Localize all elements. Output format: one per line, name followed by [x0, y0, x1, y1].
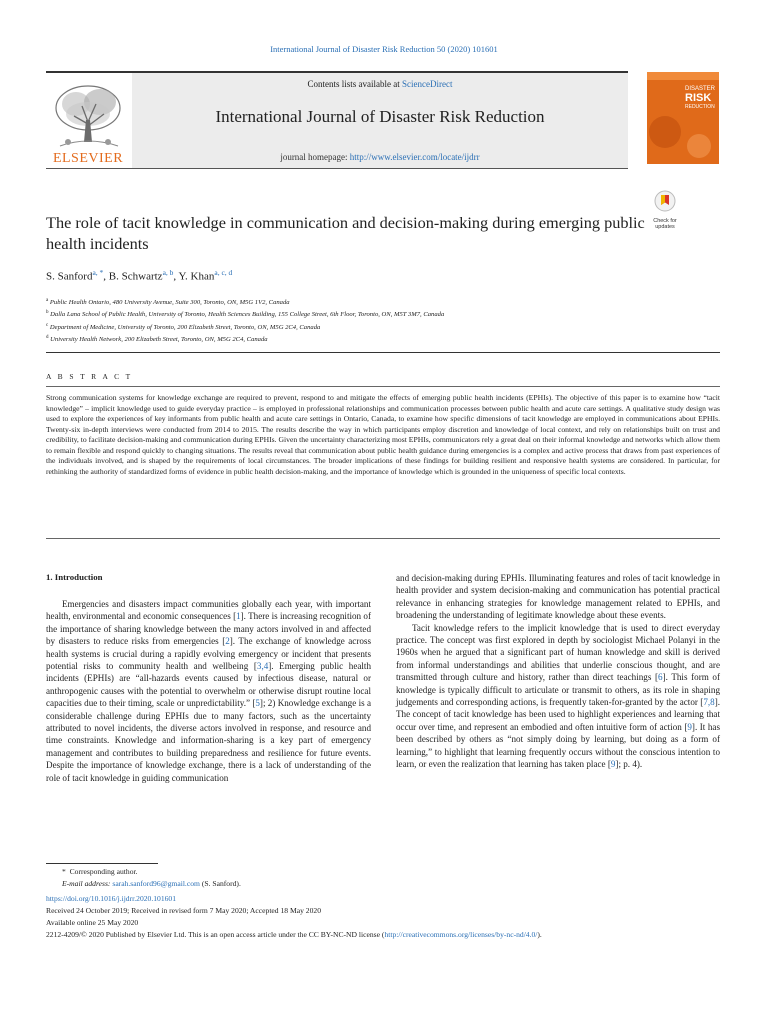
affiliation-text: Department of Medicine, University of Toronto, 200 Elizabeth Street, Toronto, ON, M5G 2C4, Canada [49, 323, 321, 331]
affiliation-text: Public Health Ontario, 480 University Avenue, Suite 300, Toronto, ON, M5G 1V2, Canada [49, 299, 290, 307]
email-link[interactable]: sarah.sanford96@gmail.com [112, 879, 200, 888]
cover-line-2: RISK [685, 92, 712, 104]
sciencedirect-link[interactable]: ScienceDirect [402, 79, 453, 89]
available-online: Available online 25 May 2020 [46, 918, 139, 927]
body-text: ]. Emerging public health incidents (EPHIs) are “all-hazards events caused by infectious disease, natural or anthropogenic causes with the potential to overwhelm or otherwise disrupt routine local capacities due to their timing, scale or unpredictability.” [ [46, 661, 371, 709]
abstract-text: Strong communication systems for knowledge exchange are required to prevent, respond to and mitigate the effects of emerging public health incidents (EPHIs). The objective of this paper is to examine how “tacit knowledge” – implicit knowledge used to guide everyday practice – is employed in professional relationships and communication processes between public health and acute care settings. A qualitative study design was used to explore the experiences of key informants from public health and acute care settings in Ontario, Canada, to examine how specific dimensions of tacit knowledge are employed in communications about EPHIs. Twenty-six in-depth interviews were conducted from 2014 to 2015. The results describe the way in which participants employ discretion and knowledge of local context, and rely on relationships built on trust and credibility, to facilitate decision-making and communication during EPHIs. Given the uncertainty characterizing most EPHIs, communicators rely a great deal on their informal knowledge and networks which allow them to remain flexible and respond quickly to changing situations. The results reveal that communication about public health guidance during emergencies is a complex and active process that draws from past experiences of the individuals involved, and is shaped by the requirements of local circumstances. The broader implications of these findings for building resilient and responsive health systems are considered. In particular, for rethinking the authority of standardized forms of evidence in public health decision-making, and the importance of knowledge which is grounded in the uniqueness of specific local contexts. [46, 393, 720, 476]
abstract-bottom-rule [46, 538, 720, 539]
author-name[interactable]: S. Sanford [46, 270, 93, 283]
intro-paragraph-2 [396, 622, 720, 771]
email-note [46, 878, 726, 890]
body-text: ]. The concept of tacit knowledge has been used to highlight experiences and learning that occur over time, and represent an embodied and often intuitive form of action [ [396, 697, 720, 732]
affiliation-text: Dalla Lana School of Public Health, University of Toronto, Health Sciences Building, 155 College Street, 6th Floor, Toronto, ON, M5T 3M7, Canada [50, 311, 445, 319]
journal-citation[interactable]: International Journal of Disaster Risk Reduction 50 (2020) 101601 [270, 44, 498, 54]
corresponding-author-text: Corresponding author. [69, 867, 138, 876]
author-list [46, 268, 646, 283]
body-text: ]; p. 4). [615, 759, 643, 770]
check-updates-icon [654, 190, 676, 212]
affiliation-mark: a [46, 298, 49, 303]
body-text: Tacit knowledge refers to the implicit knowledge that is used to direct everyday practice. The concept was first explored in depth by sociologist Michael Polanyi in the 1960s when he argued that a significant part of human knowledge and skill is derived from informal understandings and abilities that underlie conscious thought, and are transmitted through culture and history, rather than direct teachings [ [396, 622, 720, 683]
affiliation-text: University Health Network, 200 Elizabeth Street, Toronto, ON, M5G 2C4, Canada [50, 336, 268, 344]
received-dates: Received 24 October 2019; Received in revised form 7 May 2020; Accepted 18 May 2020 [46, 906, 321, 915]
header-bottom-rule [46, 168, 628, 169]
check-updates-line-2: updates [655, 224, 675, 230]
body-column-left [46, 598, 371, 784]
affiliation-mark: b [46, 310, 49, 316]
affiliation-item [46, 321, 726, 333]
body-text: ]. The exchange of knowledge across health systems is crucial during a rapidly evolving emergency or incident that presents potential risks to community health and wellbeing [ [46, 636, 371, 672]
affiliation-item [46, 308, 726, 320]
footnote-rule [46, 863, 158, 864]
citation-link[interactable]: 6 [658, 672, 663, 683]
author-affiliation-marks[interactable]: a, c, d [214, 268, 233, 277]
citation-link[interactable]: 1 [236, 611, 241, 622]
affiliation-mark: d [46, 335, 49, 341]
cover-title [685, 86, 719, 110]
affiliation-item [46, 296, 726, 308]
footnotes [46, 866, 726, 941]
check-updates-line-1: Check for [653, 218, 677, 224]
body-text: Emergencies and disasters impact communities globally each year, with important health, environmental and economic consequences [ [46, 599, 371, 622]
abstract-heading: A B S T R A C T [46, 372, 133, 381]
license-line [46, 929, 726, 941]
body-text: ]. This form of knowledge is typically difficult to articulate or transmit to others, as its role in shaping judgements and corresponding actions, is frequently taken-for-granted by the actor [ [396, 672, 720, 708]
license-suffix: ). [537, 930, 542, 939]
journal-homepage [132, 152, 628, 162]
doi-line [46, 893, 726, 905]
intro-paragraph-1 [46, 598, 371, 784]
cover-line-1: DISASTER [685, 86, 716, 92]
email-suffix: (S. Sanford). [199, 879, 241, 888]
doi-link[interactable]: https://doi.org/10.1016/j.ijdrr.2020.101601 [46, 894, 177, 903]
body-text: ]. There is increasing recognition of the importance of sharing knowledge between the many actors involved in and affected by disasters to reduce risks from emergencies [ [46, 611, 371, 647]
homepage-prefix: journal homepage: [280, 152, 350, 162]
intro-paragraph-1-continued: and decision-making during EPHIs. Illuminating features and roles of tacit knowledge in health provider and system decision-making and communication has potential practical relevance in enhancing strategies for knowledge management related to EPHIs, and broadening the understanding of legitimate knowledge about these events. [396, 573, 720, 621]
body-text: ]. It has been described by others as “not simply doing by learning, but doing as a form of learning,” to highlight that learning frequently occurs without the conscious intention to learn, or even the realization that learning has taken place [ [396, 721, 720, 770]
check-updates-label [650, 218, 680, 230]
article-title: The role of tacit knowledge in communication and decision-making during emerging public health incidents [46, 213, 645, 253]
body-column-right [396, 572, 720, 771]
section-heading-introduction: 1. Introduction [46, 572, 103, 582]
license-prefix: 2212-4209/© 2020 Published by Elsevier Ltd. This is an open access article under the CC BY-NC-ND license ( [46, 930, 385, 939]
author-name[interactable]: B. Schwartz [108, 270, 163, 283]
citation-link[interactable]: 9 [687, 721, 692, 732]
author-affiliation-marks[interactable]: a, b [162, 268, 174, 277]
citation-link[interactable]: 3,4 [256, 661, 269, 672]
affiliation-item [46, 333, 726, 345]
citation-link[interactable]: 7,8 [703, 697, 715, 708]
abstract-heading-rule [46, 386, 720, 387]
affiliations [46, 296, 726, 346]
check-for-updates-button[interactable] [650, 190, 680, 230]
cover-line-3: REDUCTION [685, 104, 715, 110]
journal-title: International Journal of Disaster Risk Reduction [215, 107, 545, 126]
citation-link[interactable]: 2 [225, 636, 230, 647]
author-separator: , [103, 270, 109, 283]
author-separator: , [173, 270, 179, 283]
body-text: ]; 2) Knowledge exchange is a considerable challenge during EPHIs due to many factors, such as the uncertainty attributed to novel incidents, the diverse actors involved in response, and resource and time constraints. Knowledge and information-sharing is a key part of emergency management and contributes to building preparedness and resilience for future events. Despite the importance of knowledge exchange, there is a lack of understanding of the role of tacit knowledge in guiding communication [46, 698, 372, 783]
author-name[interactable]: Y. Khan [178, 270, 215, 283]
journal-cover-image[interactable] [647, 72, 719, 164]
citation-link[interactable]: 9 [610, 759, 616, 770]
author-affiliation-marks[interactable]: a, * [92, 268, 104, 277]
corresponding-author-note [46, 866, 726, 878]
contents-prefix: Contents lists available at [307, 79, 402, 89]
elsevier-wordmark: ELSEVIER [52, 151, 124, 166]
citation-link[interactable]: 5 [255, 698, 260, 709]
license-link[interactable]: http://creativecommons.org/licenses/by-nc-nd/4.0/ [384, 930, 538, 939]
footnote-mark: * [62, 867, 66, 876]
affiliation-mark: c [46, 322, 49, 328]
homepage-link[interactable]: http://www.elsevier.com/locate/ijdrr [349, 152, 480, 162]
email-label: E-mail address: [62, 879, 111, 888]
contents-line [132, 79, 628, 89]
abstract-top-rule [46, 352, 720, 353]
